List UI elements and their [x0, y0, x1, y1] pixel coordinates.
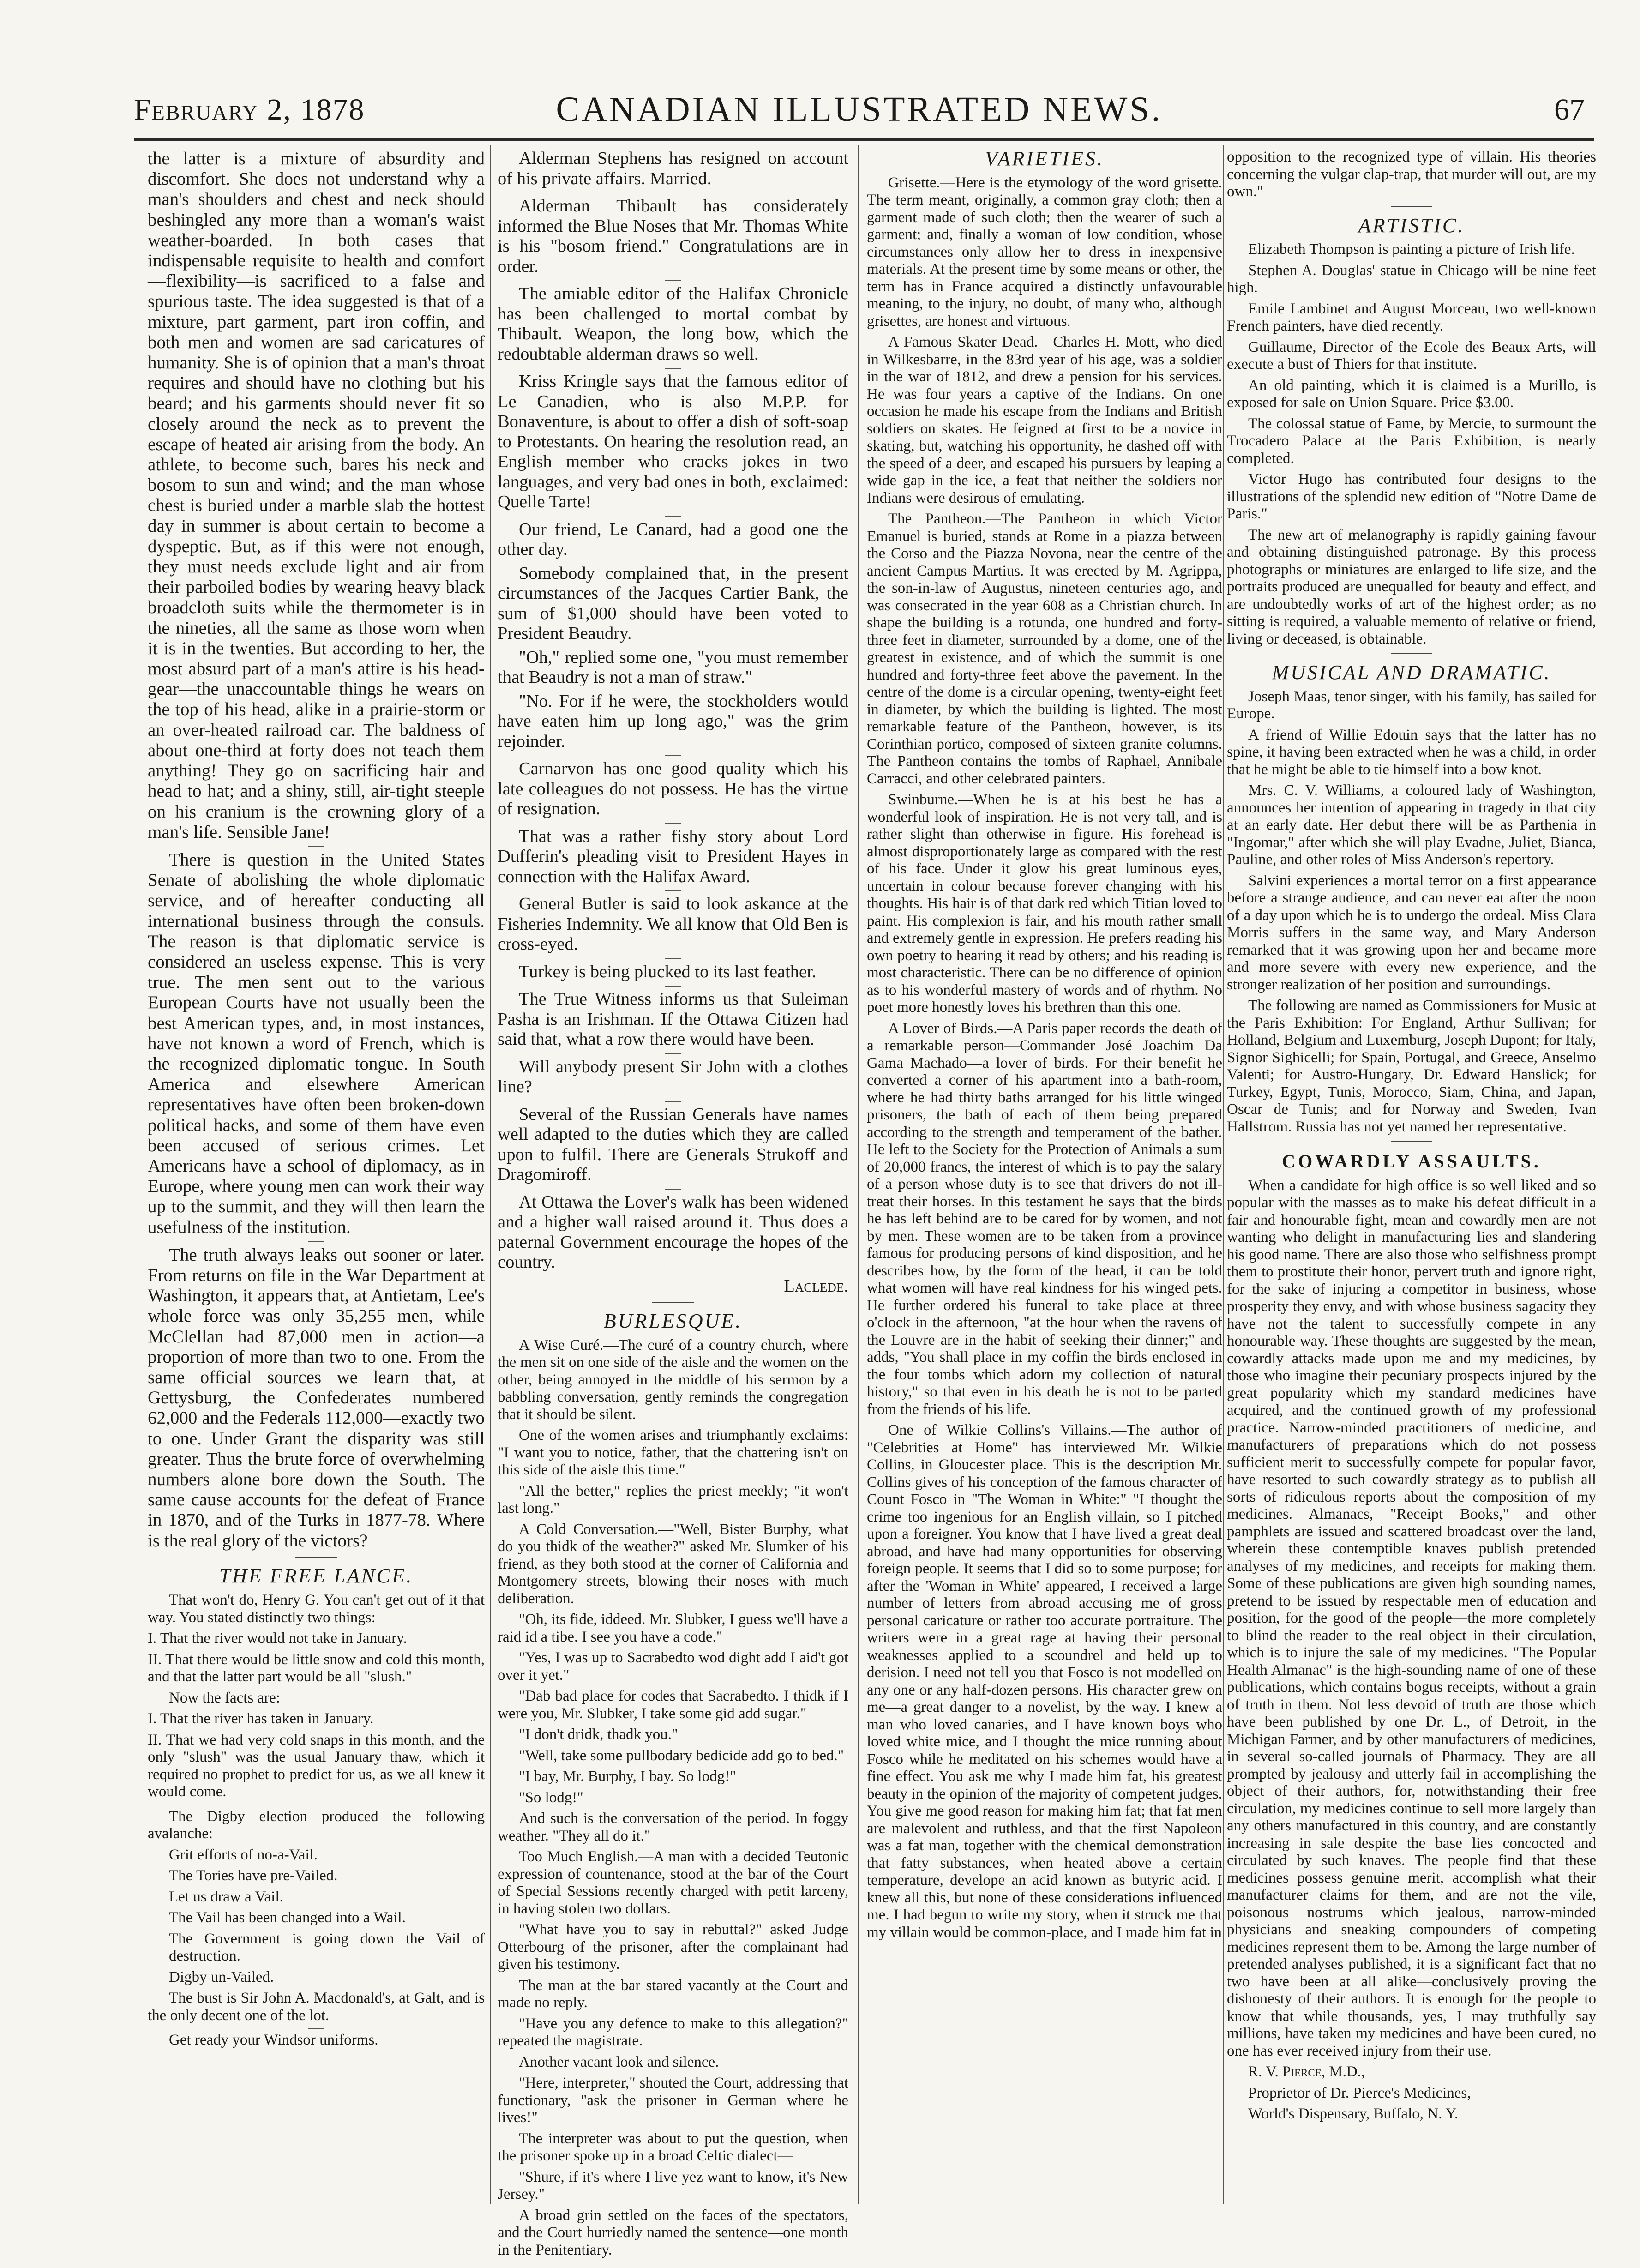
- advertisement-text: When a candidate for high office is so well liked and so popular with the masses as to make his defeat difficult in a fair and honourable fight, mean and cowardly men are not wanting who delight in manufacturing lies and slandering his good name. There are also those who selfishness prompt them to prostitute their honor, pervert truth and ignore right, for the sake of injuring a competitor in business, whose prosperity they envy, and with whose business sagacity they have not the talent to successfully compete in any honourable way. These thoughts are suggested by the mean, cowardly attacks made upon me and my medicines, by those who imagine their pecuniary prospects injured by the great popularity which my standard medicines have acquired, and the continued growth of my professional practice. Narrow-minded practitioners of medicine, and manufacturers of preparations which do not possess sufficient merit to successfully compete for popular favor, have resorted to such cowardly strategy as to publish all sorts of ridiculous reports about the composition of my medicines. Almanacs, "Receipt Books," and other pamphlets are issued and scattered broadcast over the land, wherein these contemptible knaves publish pretended analyses of my medicines, and receipts for making them. Some of these publications are given high sounding names, pretend to be issued by respectable men of education and position, for the good of the people—the more completely to blind the reader to the real object in their circulation, which is to injure the sale of my medicines. "The Popular Health Almanac" is the high-sounding name of one of these publications, which contains bogus receipts, without a grain of truth in them. Not less devoid of truth are those which have been published by one Dr. L., of Detroit, in the Michigan Farmer, and by other manufacturers of medicines, in several so-called journals of Pharmacy. They are all prompted by jealousy and utterly fail in accomplishing the object of their authors, for, notwithstanding their free circulation, my medicines continue to sell more largely than any others manufactured in this country, and are constantly increasing in sale despite the base lies concocted and circulated by such knaves. The people find that these medicines possess genuine merit, accomplish what their manufacturer claims for them, and are not the vile, poisonous nostrums which jealous, narrow-minded physicians and sneaking compounders of competing medicines represent them to be. Among the large number of pretended analyses published, it is a significant fact that no two have been at all alike—conclusively proving the dishonesty of their authors. It is enough for the people to know that while thousands, yes, I may truthfully say millions, have taken my medicines and have been cured, no one has ever received injury from their use.: [1227, 1177, 1596, 2059]
- separator: [665, 280, 681, 281]
- artistic-item: The colossal statue of Fame, by Mercie, to surmount the Trocadero Palace at the Paris Exhibition, is nearly completed.: [1227, 415, 1596, 467]
- burlesque-item: And such is the conversation of the period. In foggy weather. "They all do it.": [498, 1810, 848, 1844]
- separator: [308, 2028, 324, 2029]
- article-paragraph: The truth always leaks out sooner or later. From returns on file in the War Department at Washington, it appears that, at Antietam, Lee's whole force was only 35,255 men, while McClellan had 87,000 men in action—a proportion of more than two to one. From the same official sources we learn that, at Gettysburg, the Confederates numbered 62,000 and the Federals 112,000—exactly two to one. Under Grant the disparity was still greater. Thus the brute force of overwhelming numbers alone bore down the South. The same cause accounts for the defeat of France in 1870, and of the Turks in 1877-78. Where is the real glory of the victors?: [148, 1245, 485, 1551]
- musical-item: Mrs. C. V. Williams, a coloured lady of Washington, announces her intention of appearing in tragedy in that city at an early date. Her debut there will be as Parthenia in "Ingomar," after which she will play Evadne, Juliet, Bianca, Pauline, and other roles of Miss Anderson's repertory.: [1227, 782, 1596, 868]
- column-1: [148, 149, 485, 2208]
- separator: [1391, 1141, 1432, 1142]
- article-paragraph: There is question in the United States Senate of abolishing the whole diplomatic service, and of hereafter conducting all international business through the consuls. The reason is that diplomatic service is considered an useless expense. This is very true. The men sent out to the various European Courts have not usually been the best American types, and, in most instances, have not known a word of French, which is the recognized diplomatic tongue. In South America and elsewhere American representatives have often been broken-down political hacks, and some of them have even been accused of serious crimes. Let Americans have a school of diplomacy, as in Europe, where young men can work their way up to the summit, and they will then learn the usefulness of the institution.: [148, 849, 485, 1237]
- news-item: Somebody complained that, in the present circumstances of the Jacques Cartier Bank, the sum of $1,000 should have been voted to President Beaudry.: [498, 563, 848, 643]
- burlesque-item: "Here, interpreter," shouted the Court, addressing that functionary, "ask the prisoner in German where he lives!": [498, 2075, 848, 2126]
- paper-title: CANADIAN ILLUSTRATED NEWS.: [556, 90, 1163, 129]
- section-heading-burlesque: BURLESQUE.: [603, 1310, 743, 1332]
- masthead: [134, 88, 1585, 138]
- variety-item: The Pantheon.—The Pantheon in which Victor Emanuel is buried, stands at Rome in a piazza between the Corso and the Piazza Novona, near the centre of the ancient Campus Martius. It was erected by M. Agrippa, the son-in-law of Augustus, nineteen centuries ago, and was consecrated in the year 608 as a Christian church. In shape the building is a rotunda, one hundred and forty-three feet in diameter, surrounded by a dome, one of the greatest in existence, and of which the summit is one hundred and forty-three feet above the pavement. In the centre of the dome is a circular opening, twenty-eight feet in diameter, by which the building is lighted. The most remarkable feature of the Pantheon, however, is its Corinthian portico, composed of sixteen granite columns. The Pantheon contains the tombs of Raphael, Annibale Carracci, and other celebrated painters.: [867, 511, 1222, 787]
- burlesque-item: "Dab bad place for codes that Sacrabedto. I thidk if I were you, Mr. Slubker, I take some gid add sugar.": [498, 1688, 848, 1722]
- news-item: "Oh," replied some one, "you must remember that Beaudry is not a man of straw.": [498, 647, 848, 687]
- lance-item: That won't do, Henry G. You can't get out of it that way. You stated distinctly two things:: [148, 1592, 485, 1626]
- separator: [652, 1302, 694, 1303]
- separator: [665, 1101, 681, 1102]
- burlesque-item: "Well, take some pullbodary bedicide add go to bed.": [519, 1747, 844, 1764]
- lance-item: Now the facts are:: [169, 1689, 280, 1706]
- news-item: "No. For if he were, the stockholders would have eaten him up long ago," was the grim rejoinder.: [498, 691, 848, 751]
- news-item: The True Witness informs us that Suleiman Pasha is an Irishman. If the Ottawa Citizen had said that, what a row there would have been.: [498, 989, 848, 1049]
- burlesque-item: A broad grin settled on the faces of the spectators, and the Court hurriedly named the sentence—one month in the Penitentiary.: [498, 2207, 848, 2258]
- separator: [1391, 206, 1432, 207]
- artistic-item: Elizabeth Thompson is painting a picture of Irish life.: [1248, 241, 1575, 258]
- news-item: General Butler is said to look askance at the Fisheries Indemnity. We all know that Old Ben is cross-eyed.: [498, 894, 848, 954]
- news-item: Turkey is being plucked to its last feather.: [519, 962, 817, 981]
- news-item: At Ottawa the Lover's walk has been widened and a higher wall raised around it. Thus does a paternal Government encourage the hopes of the country.: [498, 1192, 848, 1272]
- burlesque-item: Too Much English.—A man with a decided Teutonic expression of countenance, stood at the bar of the Court of Special Sessions recently charged with petit larceny, in having stolen two dollars.: [498, 1848, 848, 1917]
- separator: [308, 1241, 324, 1242]
- musical-item: Salvini experiences a mortal terror on a first appearance before a strange audience, and can never eat after the noon of a day upon which he is to undergo the ordeal. Miss Clara Morris suffers in the same way, and Mary Anderson remarked that it was growing upon her and became more and more severe with every new experience, and the stronger realization of her position and surroundings.: [1227, 872, 1596, 993]
- lance-item: Digby un-Vailed.: [169, 1968, 274, 1985]
- burlesque-item: "What have you to say in rebuttal?" asked Judge Otterbourg of the prisoner, after the complainant had given his testimony.: [498, 1921, 848, 1973]
- page-number: 67: [1554, 93, 1585, 126]
- artistic-item: Victor Hugo has contributed four designs to the illustrations of the splendid new edition of "Notre Dame de Paris.": [1227, 471, 1596, 522]
- column-divider: [490, 145, 491, 2204]
- signature-address: World's Dispensary, Buffalo, N. Y.: [1248, 2106, 1459, 2122]
- artistic-item: The new art of melanography is rapidly gaining favour and obtaining distinguished patronage. By this process photographs or miniatures are enlarged to life size, and the portraits produced are unequalled for beauty and effect, and are undoubtedly works of art of the highest order; as no sitting is required, a valuable memento of relative or friend, living or deceased, is obtainable.: [1227, 526, 1596, 647]
- lance-item: The bust is Sir John A. Macdonald's, at Galt, and is the only decent one of the lot.: [148, 1990, 485, 2024]
- lance-item: II. That we had very cold snaps in this month, and the only "slush" was the usual January thaw, which it required no prophet to predict for us, as we all knew it would come.: [148, 1731, 485, 1800]
- issue-date: February 2, 1878: [134, 93, 365, 126]
- lance-item: Get ready your Windsor uniforms.: [169, 2032, 378, 2049]
- burlesque-item: "Have you any defence to make to this allegation?" repeated the magistrate.: [498, 2015, 848, 2049]
- burlesque-item: One of the women arises and triumphantly exclaims: "I want you to notice, father, that the chattering isn't on this side of the aisle this time.": [498, 1427, 848, 1478]
- burlesque-item: A Cold Conversation.—"Well, Bister Burphy, what do you thidk of the weather?" asked Mr. Slumker of his friend, as they both stood at the corner of California and Montgomery streets, blowing their noses with much deliberation.: [498, 1521, 848, 1607]
- section-heading-artistic: ARTISTIC.: [1358, 214, 1465, 237]
- separator: [308, 846, 324, 847]
- section-heading-varieties: VARIETIES.: [985, 147, 1104, 170]
- separator: [665, 755, 681, 756]
- lance-item: The Digby election produced the following avalanche:: [148, 1808, 485, 1842]
- burlesque-item: The interpreter was about to put the question, when the prisoner spoke up in a broad Celtic dialect—: [498, 2130, 848, 2164]
- burlesque-item: "So lodg!": [519, 1789, 583, 1806]
- news-item: That was a rather fishy story about Lord Dufferin's pleading visit to President Hayes in connection with the Halifax Award.: [498, 826, 848, 886]
- news-item: Our friend, Le Canard, had a good one the other day.: [498, 519, 848, 559]
- news-item: Alderman Stephens has resigned on account of his private affairs. Married.: [498, 149, 848, 188]
- news-item: Kriss Kringle says that the famous editor of Le Canadien, who is also M.P.P. for Bonaventure, is about to offer a dish of soft-soap to Protestants. On hearing the resolution read, an English member who cracks jokes in two languages, and very bad ones in both, exclaimed: Quelle Tarte!: [498, 372, 848, 511]
- variety-item: Swinburne.—When he is at his best he has a wonderful look of inspiration. He is not very tall, and is rather slight than otherwise in figure. His forehead is almost disproportionately large as compared with the rest of his face. Under it glow his great luminous eyes, uncertain in colour because forever changing with his thoughts. His hair is of that dark red which Titian loved to paint. His complexion is fair, and his mouth rather small and extremely gentle in expression. He prefers reading his own poetry to hearing it read by others; and his reading is most characteristic. There can be no difference of opinion as to his wonderful mastery of words and of rhythm. No poet more honestly loves his brethren than this one.: [867, 791, 1222, 1016]
- signature-name: R. V. Pierce, M.D.,: [1248, 2063, 1365, 2080]
- lance-item: I. That the river would not take in January.: [148, 1630, 407, 1647]
- section-heading-musical: MUSICAL AND DRAMATIC.: [1272, 661, 1551, 684]
- burlesque-item: The man at the bar stared vacantly at the Court and made no reply.: [498, 1977, 848, 2011]
- variety-item: Grisette.—Here is the etymology of the word grisette. The term meant, originally, a common gray cloth; then a garment made of such cloth; then the wearer of such a garment; and, finally a woman of low condition, whose circumstances only allow her to dress in inexpensive materials. At the present time by some means or other, the term has in France acquired a distinctly unfavourable meaning, to the injury, no doubt, of many who, although grisettes, are honest and virtuous.: [867, 174, 1222, 330]
- artistic-item: Guillaume, Director of the Ecole des Beaux Arts, will execute a bust of Thiers for that institute.: [1227, 338, 1596, 373]
- musical-item: Joseph Maas, tenor singer, with his family, has sailed for Europe.: [1227, 688, 1596, 722]
- lance-item: The Tories have pre-Vailed.: [169, 1867, 338, 1884]
- author-signature: Laclede.: [784, 1276, 848, 1296]
- variety-item: One of Wilkie Collins's Villains.—The author of "Celebrities at Home" has interviewed Mr. Wilkie Collins, in Gloucester place. This is the description Mr. Collins gives of his conception of the famous character of Count Fosco in "The Woman in White:" "I thought the crime too ingenious for an English villain, so I pitched upon a foreigner. You know that I have lived a great deal abroad, and have had many opportunities for observing foreign people. It seems that I did so to some purpose; for after the 'Woman in White' appeared, I received a large number of letters from abroad accusing me of gross personal caricature or rather too accurate portraiture. The writers were in a great rage at having their personal weaknesses applied to a scoundrel and held up to derision. I need not tell you that Fosco is not modelled on any one or any half-dozen persons. His character grew on me—a great danger to a novelist, by the way. I knew a man who loved canaries, and I have known boys who loved white mice, and I thought the mice running about Fosco while he meditated on his schemes would have a fine effect. You ask me why I made him fat, his greatest beauty in the opinion of the majority of competent judges. You give me good reason for making him fat; that fat men are malevolent and ruthless, and that the first Napoleon was a fat man, together with the chemical demonstration that fatty substances, when heated above a certain temperature, develope an acid known as butyric acid. I knew all this, but none of these considerations influenced me. I had begun to write my story, when it struck me that my villain would be common-place, and I made him fat in: [867, 1422, 1222, 1941]
- burlesque-item: A Wise Curé.—The curé of a country church, where the men sit on one side of the aisle and the women on the other, being annoyed in the middle of his sermon by a babbling conversation, gently reminds the congregation that it should be silent.: [498, 1336, 848, 1423]
- header-rule: [134, 138, 1594, 141]
- burlesque-item: "I don't dridk, thadk you.": [519, 1726, 678, 1743]
- separator: [665, 890, 681, 891]
- lance-item: II. That there would be little snow and cold this month, and that the latter part would be all "slush.": [148, 1651, 485, 1685]
- burlesque-item: "All the better," replies the priest meekly; "it won't last long.": [498, 1482, 848, 1516]
- continued-text: opposition to the recognized type of villain. His theories concerning the vulgar clap-trap, that murder will out, are my own.": [1227, 149, 1596, 200]
- separator: [295, 1557, 337, 1558]
- musical-item: A friend of Willie Edouin says that the latter has no spine, it having been extracted when he was a child, in order that he might be able to tie himself into a bow knot.: [1227, 726, 1596, 778]
- column-divider: [858, 145, 859, 2204]
- news-item: Several of the Russian Generals have names well adapted to the duties which they are called upon to fulfil. There are Generals Strukoff and Dragomiroff.: [498, 1104, 848, 1184]
- separator: [665, 986, 681, 987]
- burlesque-item: "Yes, I was up to Sacrabedto wod dight add I aid't got over it yet.": [498, 1649, 848, 1684]
- lance-item: Let us draw a Vail.: [169, 1888, 283, 1905]
- section-heading-cowardly-assaults: COWARDLY ASSAULTS.: [1282, 1151, 1541, 1172]
- separator: [665, 1189, 681, 1190]
- artistic-item: An old painting, which it is claimed is a Murillo, is exposed for sale on Union Square. Price $3.00.: [1227, 377, 1596, 411]
- separator: [665, 823, 681, 824]
- artistic-item: Emile Lambinet and August Morceau, two well-known French painters, have died recently.: [1227, 300, 1596, 334]
- column-3: [867, 149, 1222, 2208]
- column-4: [1227, 149, 1596, 2208]
- separator: [665, 1053, 681, 1054]
- artistic-item: Stephen A. Douglas' statue in Chicago will be nine feet high.: [1227, 262, 1596, 296]
- section-heading-free-lance: THE FREE LANCE.: [219, 1564, 414, 1587]
- separator: [665, 368, 681, 369]
- news-item: Carnarvon has one good quality which his late colleagues do not possess. He has the virtue of resignation.: [498, 759, 848, 818]
- lance-item: I. That the river has taken in January.: [148, 1710, 374, 1727]
- news-item: The amiable editor of the Halifax Chronicle has been challenged to mortal combat by Thibault. Weapon, the long bow, which the redoubtable alderman draws so well.: [498, 284, 848, 364]
- separator: [665, 958, 681, 959]
- news-item: Alderman Thibault has considerately informed the Blue Noses that Mr. Thomas White is his "bosom friend." Congratulations are in order.: [498, 196, 848, 276]
- separator: [1391, 653, 1432, 654]
- variety-item: A Lover of Birds.—A Paris paper records the death of a remarkable person—Commander José Joachim Da Gama Machado—a lover of birds. For their benefit he converted a corner of his apartment into a bath-room, where he had thirty baths arranged for his little winged prisoners, the bath of each of them being prepared according to the strength and temperament of the bather. He left to the Society for the Protection of Animals a sum of 20,000 francs, the interest of which is to pay the salary of a person whose duty is to see that drivers do not ill-treat their horses. In this testament he says that the birds he has left behind are to be cared for by women, and not by men. These women are to be taken from a province famous for producing persons of kind disposition, and he describes how, by the form of the head, it can be told what women will have real kindness for his winged pets. He further ordered his funeral to take place at three o'clock in the afternoon, "at the hour when the ravens of the Louvre are in the habit of seeking their dinner;" and adds, "You shall place in my coffin the birds enclosed in the four tombs which adorn my collection of natural history," so that even in his death he is not to be parted from the friends of his life.: [867, 1020, 1222, 1418]
- news-item: Will anybody present Sir John with a clothes line?: [498, 1057, 848, 1096]
- burlesque-item: "I bay, Mr. Burphy, I bay. So lodg!": [519, 1768, 736, 1785]
- lance-item: Grit efforts of no-a-Vail.: [169, 1846, 318, 1863]
- column-2: [498, 149, 848, 2258]
- signature-title: Proprietor of Dr. Pierce's Medicines,: [1248, 2084, 1471, 2101]
- lance-item: The Vail has been changed into a Wail.: [169, 1909, 406, 1926]
- article-paragraph: the latter is a mixture of absurdity and discomfort. She does not understand why a man's shoulders and chest and neck should beshingled any more than a woman's waist weather-boarded. In both cases that indispensable requisite to health and comfort—flexibility—is sacrificed to a false and spurious taste. The idea suggested is that of a mixture, part garment, part iron coffin, and both men and women are sad caricatures of humanity. She is of opinion that a man's throat requires and should have no clothing but his beard; and his garments should never fit so closely around the neck as to prevent the escape of heated air arising from the body. An athlete, to become such, bares his neck and bosom to sun and wind; and the man whose chest is buried under a marble slab the hottest day in summer is about certain to become a dyspeptic. But, as if this were not enough, they must needs exclude light and air from their parboiled bodies by wearing heavy black broadcloth suits while the thermometer is in the nineties, all the same as those worn when it is in the twenties. But according to her, the most absurd part of a man's attire is his head-gear—the unaccountable things he wears on the top of his head, alike in a prairie-storm or an over-heated railroad car. The baldness of about one-third at forty does not teach them anything! They go on sacrificing hair and head to hat; and a shiny, still, air-tight steeple on his cranium is the crowning glory of a man's life. Sensible Jane!: [148, 149, 485, 842]
- variety-item: A Famous Skater Dead.—Charles H. Mott, who died in Wilkesbarre, in the 83rd year of his age, was a soldier in the war of 1812, and drew a pension for his services. He was four years a captive of the Indians. On one occasion he made his escape from the Indians and British soldiers on skates. He feigned at first to be a novice in skating, but, watching his opportunity, he dashed off with the speed of a deer, and escaped his pursuers by leaping a wide gap in the ice, a feat that neither the soldiers nor Indians were desirous of emulating.: [867, 334, 1222, 506]
- burlesque-item: Another vacant look and silence.: [519, 2053, 719, 2070]
- separator: [665, 516, 681, 517]
- column-divider: [1223, 145, 1224, 2204]
- burlesque-item: "Shure, if it's where I live yez want to know, it's New Jersey.": [498, 2168, 848, 2202]
- musical-item: The following are named as Commissioners for Music at the Paris Exhibition: For England, Arthur Sullivan; for Holland, Belgium and Luxemburg, Joseph Dupont; for Italy, Signor Sighicelli; for Spain, Portugal, and Greece, Anselmo Valenti; for Austro-Hungary, Dr. Edward Hanslick; for Turkey, Egypt, Tunis, Morocco, Siam, China, and Japan, Oscar de Tunis; and for Norway and Sweden, Ivan Hallstrom. Russia has not yet named her representative.: [1227, 997, 1596, 1135]
- burlesque-item: "Oh, its fide, iddeed. Mr. Slubker, I guess we'll have a raid id a tibe. I see you have a code.": [498, 1611, 848, 1645]
- lance-item: The Government is going down the Vail of destruction.: [169, 1930, 485, 1965]
